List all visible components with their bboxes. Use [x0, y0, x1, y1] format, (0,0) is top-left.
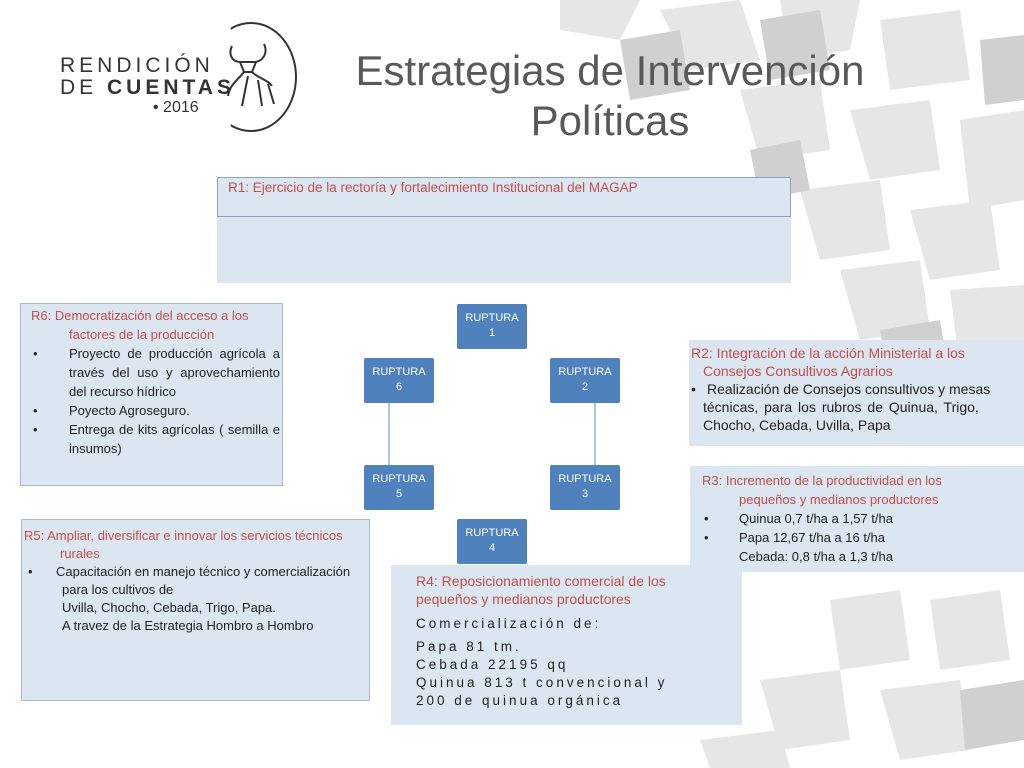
r3-item-3: Cebada: 0,8 t/ha a 1,3 t/ha: [739, 549, 893, 564]
r5-text-line-4: A travez de la Estrategia Hombro a Hombro: [62, 618, 314, 633]
bullet-marker: •: [28, 564, 33, 579]
list-item: [702, 509, 1024, 528]
r4-box: [391, 565, 742, 725]
page-title: [330, 46, 890, 146]
bullet-marker: •: [704, 511, 709, 526]
ruptura-node-2: [550, 358, 620, 403]
r6-box: [20, 303, 283, 486]
list-item: [31, 420, 280, 458]
ruptura-node-6: [364, 358, 434, 403]
r3-box: [690, 466, 1024, 572]
ruptura-label: RUPTURA: [558, 366, 612, 378]
logo-text-de: DE: [60, 76, 108, 99]
r6-bullet-1: Proyecto de producción agrícola a través del uso y aprovechamiento del recurso hídrico: [69, 346, 280, 399]
list-item: [702, 547, 1024, 566]
logo-text-rendicion: RENDICIÓN: [60, 54, 214, 77]
title-line-2: Políticas: [530, 97, 690, 144]
r3-bullet-list: [702, 509, 1024, 566]
r5-heading-line-1: R5: Ampliar, diversificar e innovar los servicios técnicos: [24, 528, 343, 543]
bullet-marker: •: [33, 422, 38, 437]
r5-bullet: [24, 563, 369, 635]
r6-heading-line-2: factores de la producción: [69, 327, 215, 342]
r3-heading-line-1: R3: Incremento de la productividad en los: [702, 473, 942, 488]
ruptura-node-1: [457, 304, 527, 349]
r4-heading: [416, 572, 742, 608]
list-item: [31, 401, 280, 420]
logo-text-cuentas: CUENTAS: [107, 76, 235, 99]
ruptura-label: RUPTURA: [372, 473, 426, 485]
r5-text-line-1: Capacitación en manejo técnico y comercialización: [56, 564, 351, 579]
r2-bullet: [691, 380, 1024, 434]
r3-item-1: Quinua 0,7 t/ha a 1,57 t/ha: [739, 511, 893, 526]
r5-heading-line-2: rurales: [60, 546, 100, 561]
bullet-marker: •: [33, 346, 38, 361]
r4-line-1: Papa 81 tm.: [416, 639, 522, 654]
r2-text-line-1: Realización de Consejos consultivos y mesas: [707, 381, 991, 397]
r6-heading: [31, 306, 280, 344]
r6-bullet-2: Poyecto Agroseguro.: [69, 403, 190, 418]
r3-heading: [702, 471, 1024, 509]
r3-heading-line-2: pequeños y medianos productores: [739, 492, 939, 507]
ruptura-number: 4: [488, 542, 496, 554]
bullet-marker: •: [33, 403, 38, 418]
logo-text-de-cuentas: [60, 76, 235, 100]
ruptura-label: RUPTURA: [465, 312, 519, 324]
r4-line-2: Cebada 22195 qq: [416, 657, 569, 672]
bullet-marker: •: [691, 381, 696, 397]
ruptura-number: 3: [581, 488, 589, 500]
r2-text-line-2: técnicas, para los rubros de Quinua, Trigo,: [703, 399, 979, 415]
bullet-marker: •: [704, 530, 709, 545]
ruptura-label: RUPTURA: [558, 473, 612, 485]
r2-box: [689, 340, 1024, 446]
r4-lines: [416, 638, 742, 710]
ruptura-node-3: [550, 465, 620, 510]
ruptura-number: 1: [488, 327, 496, 339]
r6-heading-line-1: R6: Democratización del acceso a los: [31, 308, 249, 323]
r4-heading-line-2: pequeños y medianos productores: [416, 591, 631, 607]
r5-box: [21, 519, 370, 701]
ruptura-node-4: [457, 519, 527, 564]
r2-heading-line-1: R2: Integración de la acción Ministerial a los: [691, 345, 965, 361]
logo-year: • 2016: [153, 99, 199, 116]
ruptura-label: RUPTURA: [465, 527, 519, 539]
r4-line-4: 200 de quinua orgánica: [416, 693, 624, 708]
ruptura-number: 6: [395, 381, 403, 393]
r4-line-3: Quinua 813 t convencional y: [416, 675, 668, 690]
bull-icon: [218, 40, 278, 110]
list-item: [31, 344, 280, 401]
r4-heading-line-1: R4: Reposicionamiento comercial de los: [416, 573, 666, 589]
ruptura-number: 2: [581, 381, 589, 393]
r1-heading: R1: Ejercicio de la rectoría y fortalecimiento Institucional del MAGAP: [217, 177, 791, 217]
r2-heading-line-2: Consejos Consultivos Agrarios: [703, 363, 893, 379]
r5-text-line-3: Uvilla, Chocho, Cebada, Trigo, Papa.: [62, 600, 276, 615]
r6-bullet-3: Entrega de kits agrícolas ( semilla e insumos): [69, 422, 280, 456]
r6-bullet-list: [31, 344, 280, 458]
r1-box: [217, 177, 791, 283]
r5-text-line-2: para los cultivos de: [62, 582, 174, 597]
r2-heading: [691, 344, 1024, 380]
ruptura-label: RUPTURA: [372, 366, 426, 378]
ruptura-node-5: [364, 465, 434, 510]
list-item: [702, 528, 1024, 547]
r5-heading: [24, 527, 369, 563]
r2-text-line-3: Chocho, Cebada, Uvilla, Papa: [703, 417, 891, 433]
r3-item-2: Papa 12,67 t/ha a 16 t/ha: [739, 530, 886, 545]
title-line-1: Estrategias de Intervención: [355, 47, 865, 94]
r4-label: Comercialización de:: [416, 616, 602, 631]
ruptura-number: 5: [395, 488, 403, 500]
